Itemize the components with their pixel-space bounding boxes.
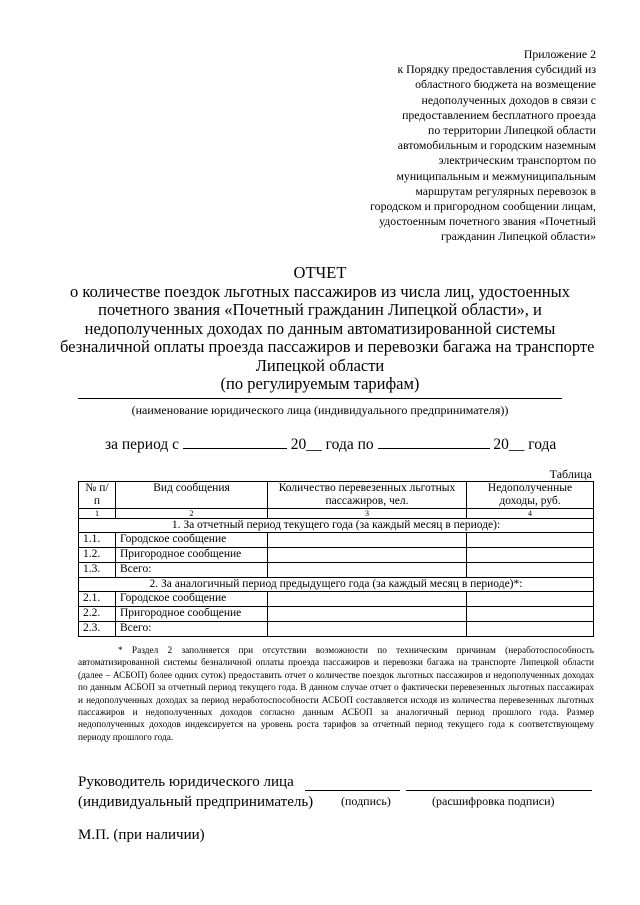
section-2-title: 2. За аналогичный период предыдущего года (за каждый месяц в периоде)*:	[79, 578, 594, 592]
section-row	[79, 519, 594, 533]
table-row	[79, 533, 594, 548]
table-row	[79, 548, 594, 563]
table-row	[79, 563, 594, 578]
income-cell[interactable]	[467, 607, 594, 622]
entity-caption: (наименование юридического лица (индивидуального предпринимателя))	[131, 403, 509, 417]
signature-decode-field[interactable]	[406, 790, 592, 791]
row-num: 2.3.	[79, 622, 116, 637]
table-label: Таблица	[549, 467, 592, 481]
entity-name-field[interactable]	[78, 398, 562, 399]
row-num: 1.3.	[79, 563, 116, 578]
appendix-line: городском и пригородном сообщении лицам,	[370, 199, 596, 214]
header-type: Вид сообщения	[116, 482, 268, 509]
row-name: Городское сообщение	[116, 592, 268, 607]
appendix-line: недополученных доходов в связи с	[421, 92, 596, 107]
period-mid: года по	[325, 436, 374, 453]
col-number: 2	[116, 509, 268, 519]
report-subtitle-line: безналичной оплаты проезда пассажиров и перевозки багажа на транспорте	[60, 337, 595, 356]
stamp-place: М.П. (при наличии)	[78, 827, 205, 843]
report-title: ОТЧЕТ	[293, 263, 347, 282]
row-name: Всего:	[116, 622, 268, 637]
appendix-line: автомобильным и городским наземным	[397, 138, 596, 153]
income-cell[interactable]	[467, 622, 594, 637]
appendix-block	[340, 47, 596, 245]
period-prefix: за период с	[105, 436, 180, 453]
table-row	[79, 607, 594, 622]
col-number: 1	[79, 509, 116, 519]
row-num: 2.1.	[79, 592, 116, 607]
passengers-cell[interactable]	[268, 592, 467, 607]
period-year2: 20__	[493, 436, 525, 453]
row-name: Всего:	[116, 563, 268, 578]
income-cell[interactable]	[467, 548, 594, 563]
passengers-cell[interactable]	[268, 563, 467, 578]
section-1-title: 1. За отчетный период текущего года (за каждый месяц в периоде):	[79, 519, 594, 533]
row-num: 1.1.	[79, 533, 116, 548]
appendix-line: электрическим транспортом по	[438, 153, 596, 168]
period-start-field[interactable]	[183, 434, 287, 449]
table-row	[79, 592, 594, 607]
col-number: 4	[467, 509, 594, 519]
row-num: 1.2.	[79, 548, 116, 563]
header-income: Недополученные доходы, руб.	[467, 482, 594, 509]
signature-field[interactable]	[305, 790, 400, 791]
signature-title: Руководитель юридического лица	[78, 774, 294, 790]
period-suffix: года	[528, 436, 557, 453]
row-name: Пригородное сообщение	[116, 548, 268, 563]
section-row	[79, 578, 594, 592]
appendix-line: предоставлением бесплатного проезда	[402, 107, 596, 122]
table-row	[79, 622, 594, 637]
report-title-block	[60, 263, 595, 394]
appendix-line: к Порядку предоставления субсидий из	[397, 62, 596, 77]
header-passengers: Количество перевезенных льготных пассажиров, чел.	[268, 482, 467, 509]
passengers-cell[interactable]	[268, 533, 467, 548]
appendix-line: удостоенным почетного звания «Почетный	[379, 214, 596, 229]
income-cell[interactable]	[467, 592, 594, 607]
appendix-line: гражданин Липецкой области»	[440, 229, 596, 244]
income-cell[interactable]	[467, 533, 594, 548]
row-num: 2.2.	[79, 607, 116, 622]
period-year1: 20__	[290, 436, 322, 453]
income-cell[interactable]	[467, 563, 594, 578]
report-subtitle-line: почетного звания «Почетный гражданин Липецкой области», и	[98, 300, 542, 319]
report-table	[78, 481, 594, 637]
report-subtitle-line: о количестве поездок льготных пассажиров из числа лиц, удостоенных	[70, 281, 570, 301]
signature-caption: (подпись)	[341, 794, 391, 808]
footnote-text: * Раздел 2 заполняется при отсутствии возможности по техническим причинам (неработоспособность автоматизированной системы безналичной оплаты проезда пассажиров и перевозки багажа на транспорте Липецкой области (далее – АСБОП) более одних суток) предоставить отчет о количестве поездок льготных пассажиров и недополученных доходах по данным АСБОП за отчетный период текущего года. В данном случае отчет о фактически перевезенных льготных пассажирах и недополученных доходах за период неработоспособности АСБОП составляется исходя из количества перевезенных льготных пассажиров и недополученных доходов согласно данным АСБОП за аналогичный период прошлого года. Размер недополученных доходов индексируется на уровень роста тарифов за отчетный период текущего года к соответствующему периоду прошлого года.	[78, 646, 594, 743]
period-line	[105, 434, 556, 454]
header-num: № п/п	[79, 482, 116, 509]
report-subtitle-line: недополученных доходах по данным автоматизированной системы	[84, 318, 556, 338]
appendix-line: по территории Липецкой области	[428, 123, 596, 138]
appendix-line: областного бюджета на возмещение	[415, 77, 596, 92]
passengers-cell[interactable]	[268, 607, 467, 622]
col-number: 3	[268, 509, 467, 519]
signature-decode-caption: (расшифровка подписи)	[432, 794, 555, 808]
appendix-line: Приложение 2	[523, 47, 596, 61]
row-name: Городское сообщение	[116, 533, 268, 548]
footnote	[78, 645, 594, 744]
passengers-cell[interactable]	[268, 622, 467, 637]
period-end-field[interactable]	[378, 434, 490, 449]
signature-subtitle: (индивидуальный предприниматель)	[78, 794, 314, 810]
appendix-line: маршрутам регулярных перевозок в	[415, 183, 596, 198]
passengers-cell[interactable]	[268, 548, 467, 563]
table-header-row	[79, 482, 594, 509]
column-numbers-row	[79, 509, 594, 519]
row-name: Пригородное сообщение	[116, 607, 268, 622]
signature-block	[78, 772, 313, 812]
report-subtitle-line: Липецкой области	[255, 355, 385, 375]
appendix-line: муниципальным и межмуниципальным	[396, 168, 596, 183]
report-subtitle-line: (по регулируемым тарифам)	[220, 374, 420, 393]
